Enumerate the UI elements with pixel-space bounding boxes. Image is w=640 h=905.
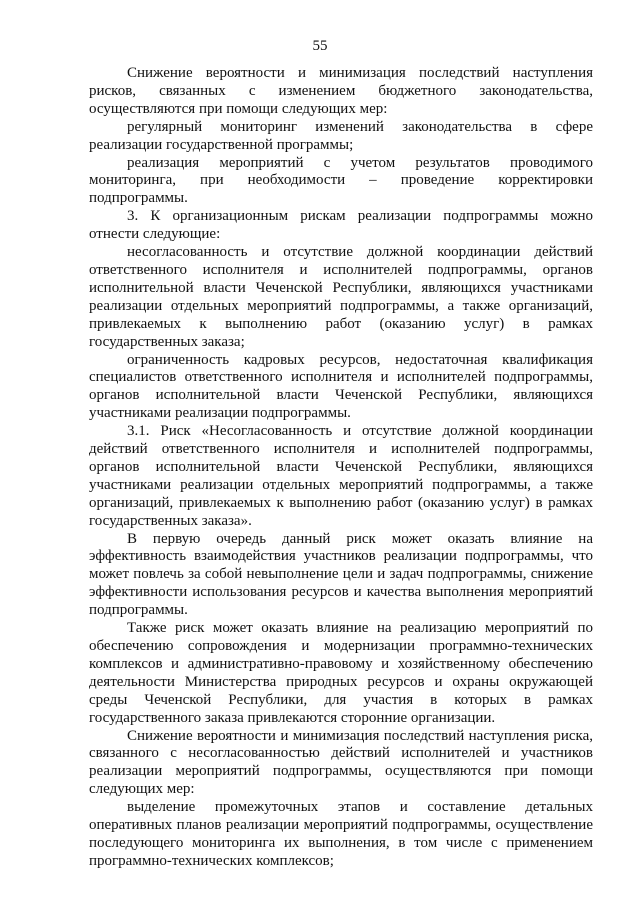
paragraph: регулярный мониторинг изменений законодательства в сфере реализации государственной программы;: [89, 118, 593, 153]
paragraph: Снижение вероятности и минимизация последствий наступления риска, связанного с несогласованностью действий исполнителей и участников реализации мероприятий подпрограммы, осуществляются при помощи следующих мер:: [89, 727, 593, 798]
paragraph: В первую очередь данный риск может оказать влияние на эффективность взаимодействия участников реализации подпрограммы, что может повлечь за собой невыполнение цели и задач подпрограммы, снижение эффективности использования ресурсов и качества выполнения мероприятий подпрограммы.: [89, 530, 593, 619]
document-body: [89, 65, 593, 871]
paragraph: ограниченность кадровых ресурсов, недостаточная квалификация специалистов ответственного исполнителя и исполнителей подпрограммы, органов исполнительной власти Чеченской Республики, являющихся участниками реализации подпрограммы.: [89, 351, 593, 422]
paragraph: Снижение вероятности и минимизация последствий наступления рисков, связанных с изменением бюджетного законодательства, осуществляются при помощи следующих мер:: [89, 65, 593, 117]
paragraph: 3. К организационным рискам реализации подпрограммы можно отнести следующие:: [89, 208, 593, 243]
page-number: 55: [312, 38, 328, 54]
paragraph: несогласованность и отсутствие должной координации действий ответственного исполнителя и исполнителей подпрограммы, органов исполнительной власти Чеченской Республики, являющихся участниками реализации отдельных мероприятий подпрограммы, а также организаций, привлекаемых к выполнению работ (оказанию услуг) в рамках государственных заказа;: [89, 244, 593, 350]
paragraph: реализация мероприятий с учетом результатов проводимого мониторинга, при необходимости – проведение корректировки подпрограммы.: [89, 154, 593, 207]
paragraph: Также риск может оказать влияние на реализацию мероприятий по обеспечению сопровождения и модернизации программно-технических комплексов и административно-правовому и хозяйственному обеспечению деятельности Министерства природных ресурсов и охраны окружающей среды Чеченской Республики, для участия в которых в рамках государственного заказа привлекаются сторонние организации.: [89, 620, 593, 726]
paragraph: 3.1. Риск «Несогласованность и отсутствие должной координации действий ответственного исполнителя и исполнителей подпрограммы, органов исполнительной власти Чеченской Республики, являющихся участниками реализации отдельных мероприятий подпрограммы, а также организаций, привлекаемых к выполнению работ (оказанию услуг) в рамках государственных заказа».: [89, 423, 593, 529]
paragraph: выделение промежуточных этапов и составление детальных оперативных планов реализации мероприятий подпрограммы, осуществление последующего мониторинга их выполнения, в том числе с применением программно-технических комплексов;: [89, 799, 593, 869]
